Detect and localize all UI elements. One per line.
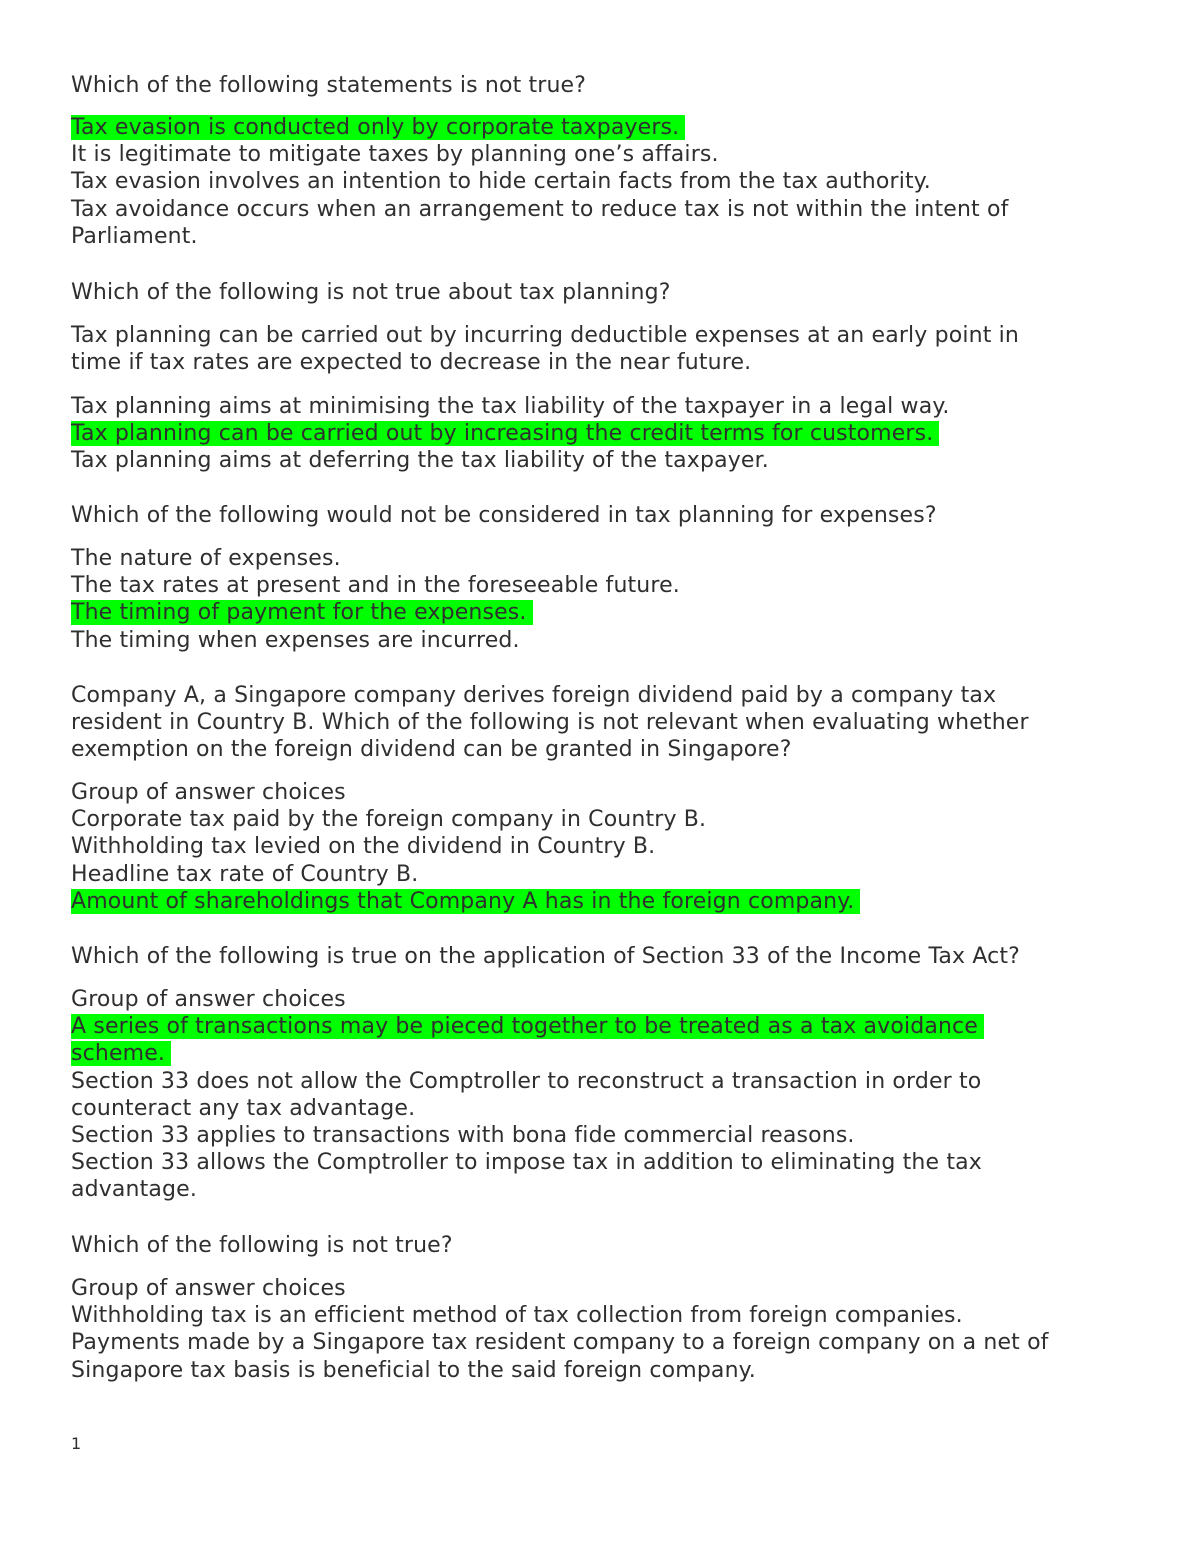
answer-option: Corporate tax paid by the foreign company in Country B. xyxy=(71,807,707,833)
answer-option: Withholding tax is an efficient method of tax collection from foreign companies. xyxy=(71,1303,963,1329)
question-prompt: Which of the following would not be considered in tax planning for expenses? xyxy=(71,503,937,528)
answer-choices-1 xyxy=(71,114,1141,250)
answer-option: The timing when expenses are incurred. xyxy=(71,627,520,653)
answer-option-highlighted: Tax planning can be carried out by increasing the credit terms for customers. xyxy=(71,420,1141,447)
page-number: 1 xyxy=(71,1434,82,1453)
answer-choices-3 xyxy=(71,545,1141,654)
answer-option-highlighted: Amount of shareholdings that Company A has in the foreign company. xyxy=(71,888,1141,915)
answer-option: Tax avoidance occurs when an arrangement to reduce tax is not within the intent of xyxy=(71,196,1009,222)
answer-option: Tax planning aims at minimising the tax liability of the taxpayer in a legal way. xyxy=(71,394,950,419)
answer-option: Tax evasion involves an intention to hide certain facts from the tax authority. xyxy=(71,169,931,195)
answer-option: Section 33 applies to transactions with bona fide commercial reasons. xyxy=(71,1123,855,1149)
question-1 xyxy=(71,72,1141,99)
group-label: Group of answer choices xyxy=(71,1276,346,1301)
answer-option-continued: advantage. xyxy=(71,1177,197,1203)
answer-choices-2a xyxy=(71,322,1141,376)
answer-option-highlighted: Tax evasion is conducted only by corporate taxpayers. xyxy=(71,114,1141,141)
answer-option-highlighted: A series of transactions may be pieced together to be treated as a tax avoidance xyxy=(71,1013,1141,1040)
answer-choices-5 xyxy=(71,986,1141,1204)
question-5 xyxy=(71,943,1141,970)
answer-option-highlighted-continued: scheme. xyxy=(71,1040,1141,1067)
answer-choices-6 xyxy=(71,1275,1141,1384)
answer-option-continued: Parliament. xyxy=(71,223,198,249)
answer-option: Tax planning can be carried out by incurring deductible expenses at an early point in xyxy=(71,323,1019,348)
question-3 xyxy=(71,502,1141,529)
group-label: Group of answer choices xyxy=(71,987,346,1012)
question-prompt-line: exemption on the foreign dividend can be granted in Singapore? xyxy=(71,737,792,763)
answer-option: It is legitimate to mitigate taxes by planning one’s affairs. xyxy=(71,142,719,168)
answer-choices-2b xyxy=(71,393,1141,475)
answer-option: Headline tax rate of Country B. xyxy=(71,861,419,887)
answer-option: Tax planning aims at deferring the tax liability of the taxpayer. xyxy=(71,448,769,474)
answer-option: The tax rates at present and in the foreseeable future. xyxy=(71,573,680,599)
answer-option: Payments made by a Singapore tax resident company to a foreign company on a net of xyxy=(71,1330,1049,1356)
answer-option-continued: counteract any tax advantage. xyxy=(71,1095,416,1121)
question-prompt: Which of the following is not true? xyxy=(71,1233,453,1258)
answer-option: The nature of expenses. xyxy=(71,546,341,571)
question-prompt: Which of the following is true on the application of Section 33 of the Income Tax Act? xyxy=(71,944,1020,969)
question-6 xyxy=(71,1232,1141,1259)
answer-option: Withholding tax levied on the dividend in Country B. xyxy=(71,834,656,860)
answer-option-continued: time if tax rates are expected to decrease in the near future. xyxy=(71,350,752,376)
question-prompt-line: resident in Country B. Which of the following is not relevant when evaluating whether xyxy=(71,710,1029,736)
question-2 xyxy=(71,279,1141,306)
question-prompt-line: Company A, a Singapore company derives foreign dividend paid by a company tax xyxy=(71,683,997,708)
answer-option: Section 33 allows the Comptroller to impose tax in addition to eliminating the tax xyxy=(71,1150,982,1176)
question-prompt: Which of the following is not true about tax planning? xyxy=(71,280,671,305)
question-prompt: Which of the following statements is not true? xyxy=(71,73,587,98)
answer-choices-4 xyxy=(71,779,1141,915)
answer-option: Section 33 does not allow the Comptroller to reconstruct a transaction in order to xyxy=(71,1068,982,1094)
answer-option-continued: Singapore tax basis is beneficial to the said foreign company. xyxy=(71,1357,756,1383)
answer-option-highlighted: The timing of payment for the expenses. xyxy=(71,599,1141,626)
group-label: Group of answer choices xyxy=(71,780,346,805)
question-4 xyxy=(71,682,1141,764)
